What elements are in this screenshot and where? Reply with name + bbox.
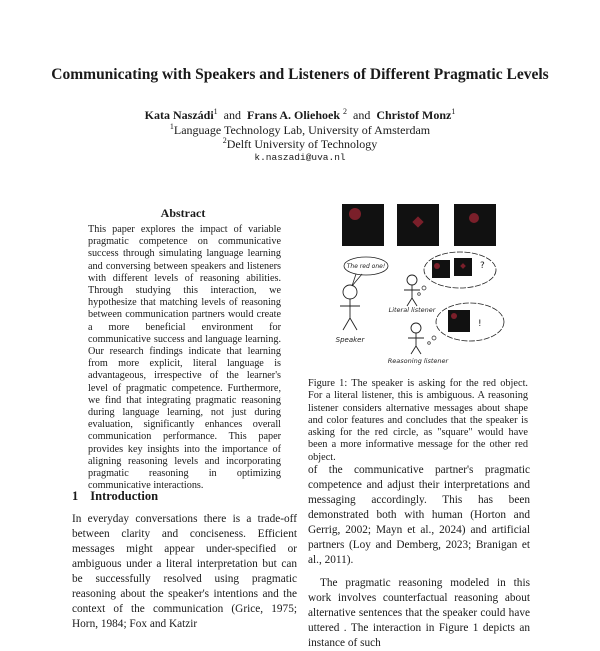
- author-2-sup: 2: [343, 107, 347, 116]
- literal-listener-head: [407, 275, 417, 285]
- author-2: Frans A. Oliehoek: [246, 108, 340, 122]
- red-circle-object: [349, 208, 361, 220]
- speech-bubble-text: The red one!: [346, 263, 386, 270]
- speaker-head: [343, 285, 357, 299]
- author-1: Kata Naszádi: [144, 108, 214, 122]
- literal-tile-a: [432, 260, 450, 278]
- author-3-sup: 1: [451, 107, 456, 116]
- affiliation-2: [0, 136, 600, 152]
- author-and-2: and: [353, 108, 371, 122]
- introduction-paragraph: In everyday conversations there is a trade-off between clarity and conciseness. Efficient messages might appear under-specified or ambiguous under a literal interpretation but can be successfully resolved using pragmatic reasoning about the speaker's intentions and the context of the communication (Grice, 1975; Horn, 1984; Fox and Katzir: [72, 513, 297, 630]
- speaker-body: [340, 299, 360, 330]
- abstract-heading: Abstract: [160, 206, 206, 220]
- section-heading: [72, 489, 170, 504]
- tile-other: [454, 204, 496, 246]
- section-number: 1: [72, 489, 79, 503]
- literal-object-a: [434, 263, 440, 269]
- right-paragraph-2: The pragmatic reasoning modeled in this work involves counterfactual reasoning about alternative sentences that the speaker could have uttered . The interaction in Figure 1 depicts an instance of such: [308, 577, 530, 649]
- reasoning-cloud-dot-1: [432, 336, 436, 340]
- introduction-text: [72, 512, 297, 632]
- reasoning-listener-label: Reasoning listener: [387, 357, 449, 365]
- paper-title: Communicating with Speakers and Listeners of Different Pragmatic Levels: [51, 66, 549, 83]
- author-3: Christof Monz: [376, 108, 452, 122]
- literal-listener-label: Literal listener: [388, 306, 436, 314]
- figure-caption: Figure 1: The speaker is asking for the red object. For a literal listener, this is ambiguous. A reasoning listener considers alternative messages about shape and color features and concludes that the speaker is asking for the red circle, as "square" would have been a more informative message for the other red object.: [308, 378, 528, 463]
- right-column-text: [308, 463, 530, 651]
- affiliation-2-name: Delft University of Technology: [226, 137, 378, 151]
- author-email: k.naszadi@uva.nl: [254, 152, 346, 163]
- affiliation-1-name: Language Technology Lab, University of Amsterdam: [173, 123, 431, 137]
- author-line: [0, 107, 600, 123]
- tile-red-circle: [342, 204, 384, 246]
- speech-bubble-tail: [352, 274, 362, 286]
- right-paragraph-1: of the communicative partner's pragmatic competence and adjust their interpretations and messaging accordingly. This has been demonstrated both with human (Horton and Gerrig, 2002; Mayn et al., 2024) and artificial partners (Loy and Demberg, 2023; Branigan et al., 2011).: [308, 464, 530, 566]
- literal-listener-body: [404, 285, 420, 306]
- literal-question-mark: ?: [480, 261, 485, 271]
- reasoning-exclamation: !: [478, 319, 482, 329]
- abstract-text: This paper explores the impact of variable pragmatic competence on communicative success through simulating language learning and conversing between speakers and listeners with different levels of reasoning abilities. Through studying this interaction, we hypothesize that matching levels of reasoning between communication partners would create a more beneficial environment for communicative success and language learning. Our research findings indicate that learning from more explicit, literal language is advantageous, irrespective of the learner's level of pragmatic competence. Furthermore, we find that integrating pragmatic reasoning during language learning, not just during evaluation, significantly enhances overall communication performance. This paper provides key insights into the importance of aligning reasoning levels and incorporating pragmatic reasoning in optimizing communicative interactions.: [88, 224, 281, 492]
- reasoning-object: [451, 313, 457, 319]
- reasoning-cloud-dot-2: [428, 342, 431, 345]
- reasoning-listener-head: [411, 323, 421, 333]
- other-circle-object: [469, 213, 479, 223]
- author-and-1: and: [223, 108, 241, 122]
- reasoning-tile: [448, 310, 470, 332]
- literal-cloud-dot-2: [418, 293, 421, 296]
- speaker-label: Speaker: [335, 336, 365, 344]
- affiliation-1-sup: 1: [169, 122, 174, 131]
- affiliation-2-sup: 2: [222, 136, 227, 145]
- figure-1: [320, 196, 520, 368]
- author-1-sup: 1: [213, 107, 218, 116]
- reasoning-listener-body: [408, 333, 424, 354]
- literal-cloud-dot-1: [422, 286, 426, 290]
- section-title: Introduction: [90, 489, 159, 503]
